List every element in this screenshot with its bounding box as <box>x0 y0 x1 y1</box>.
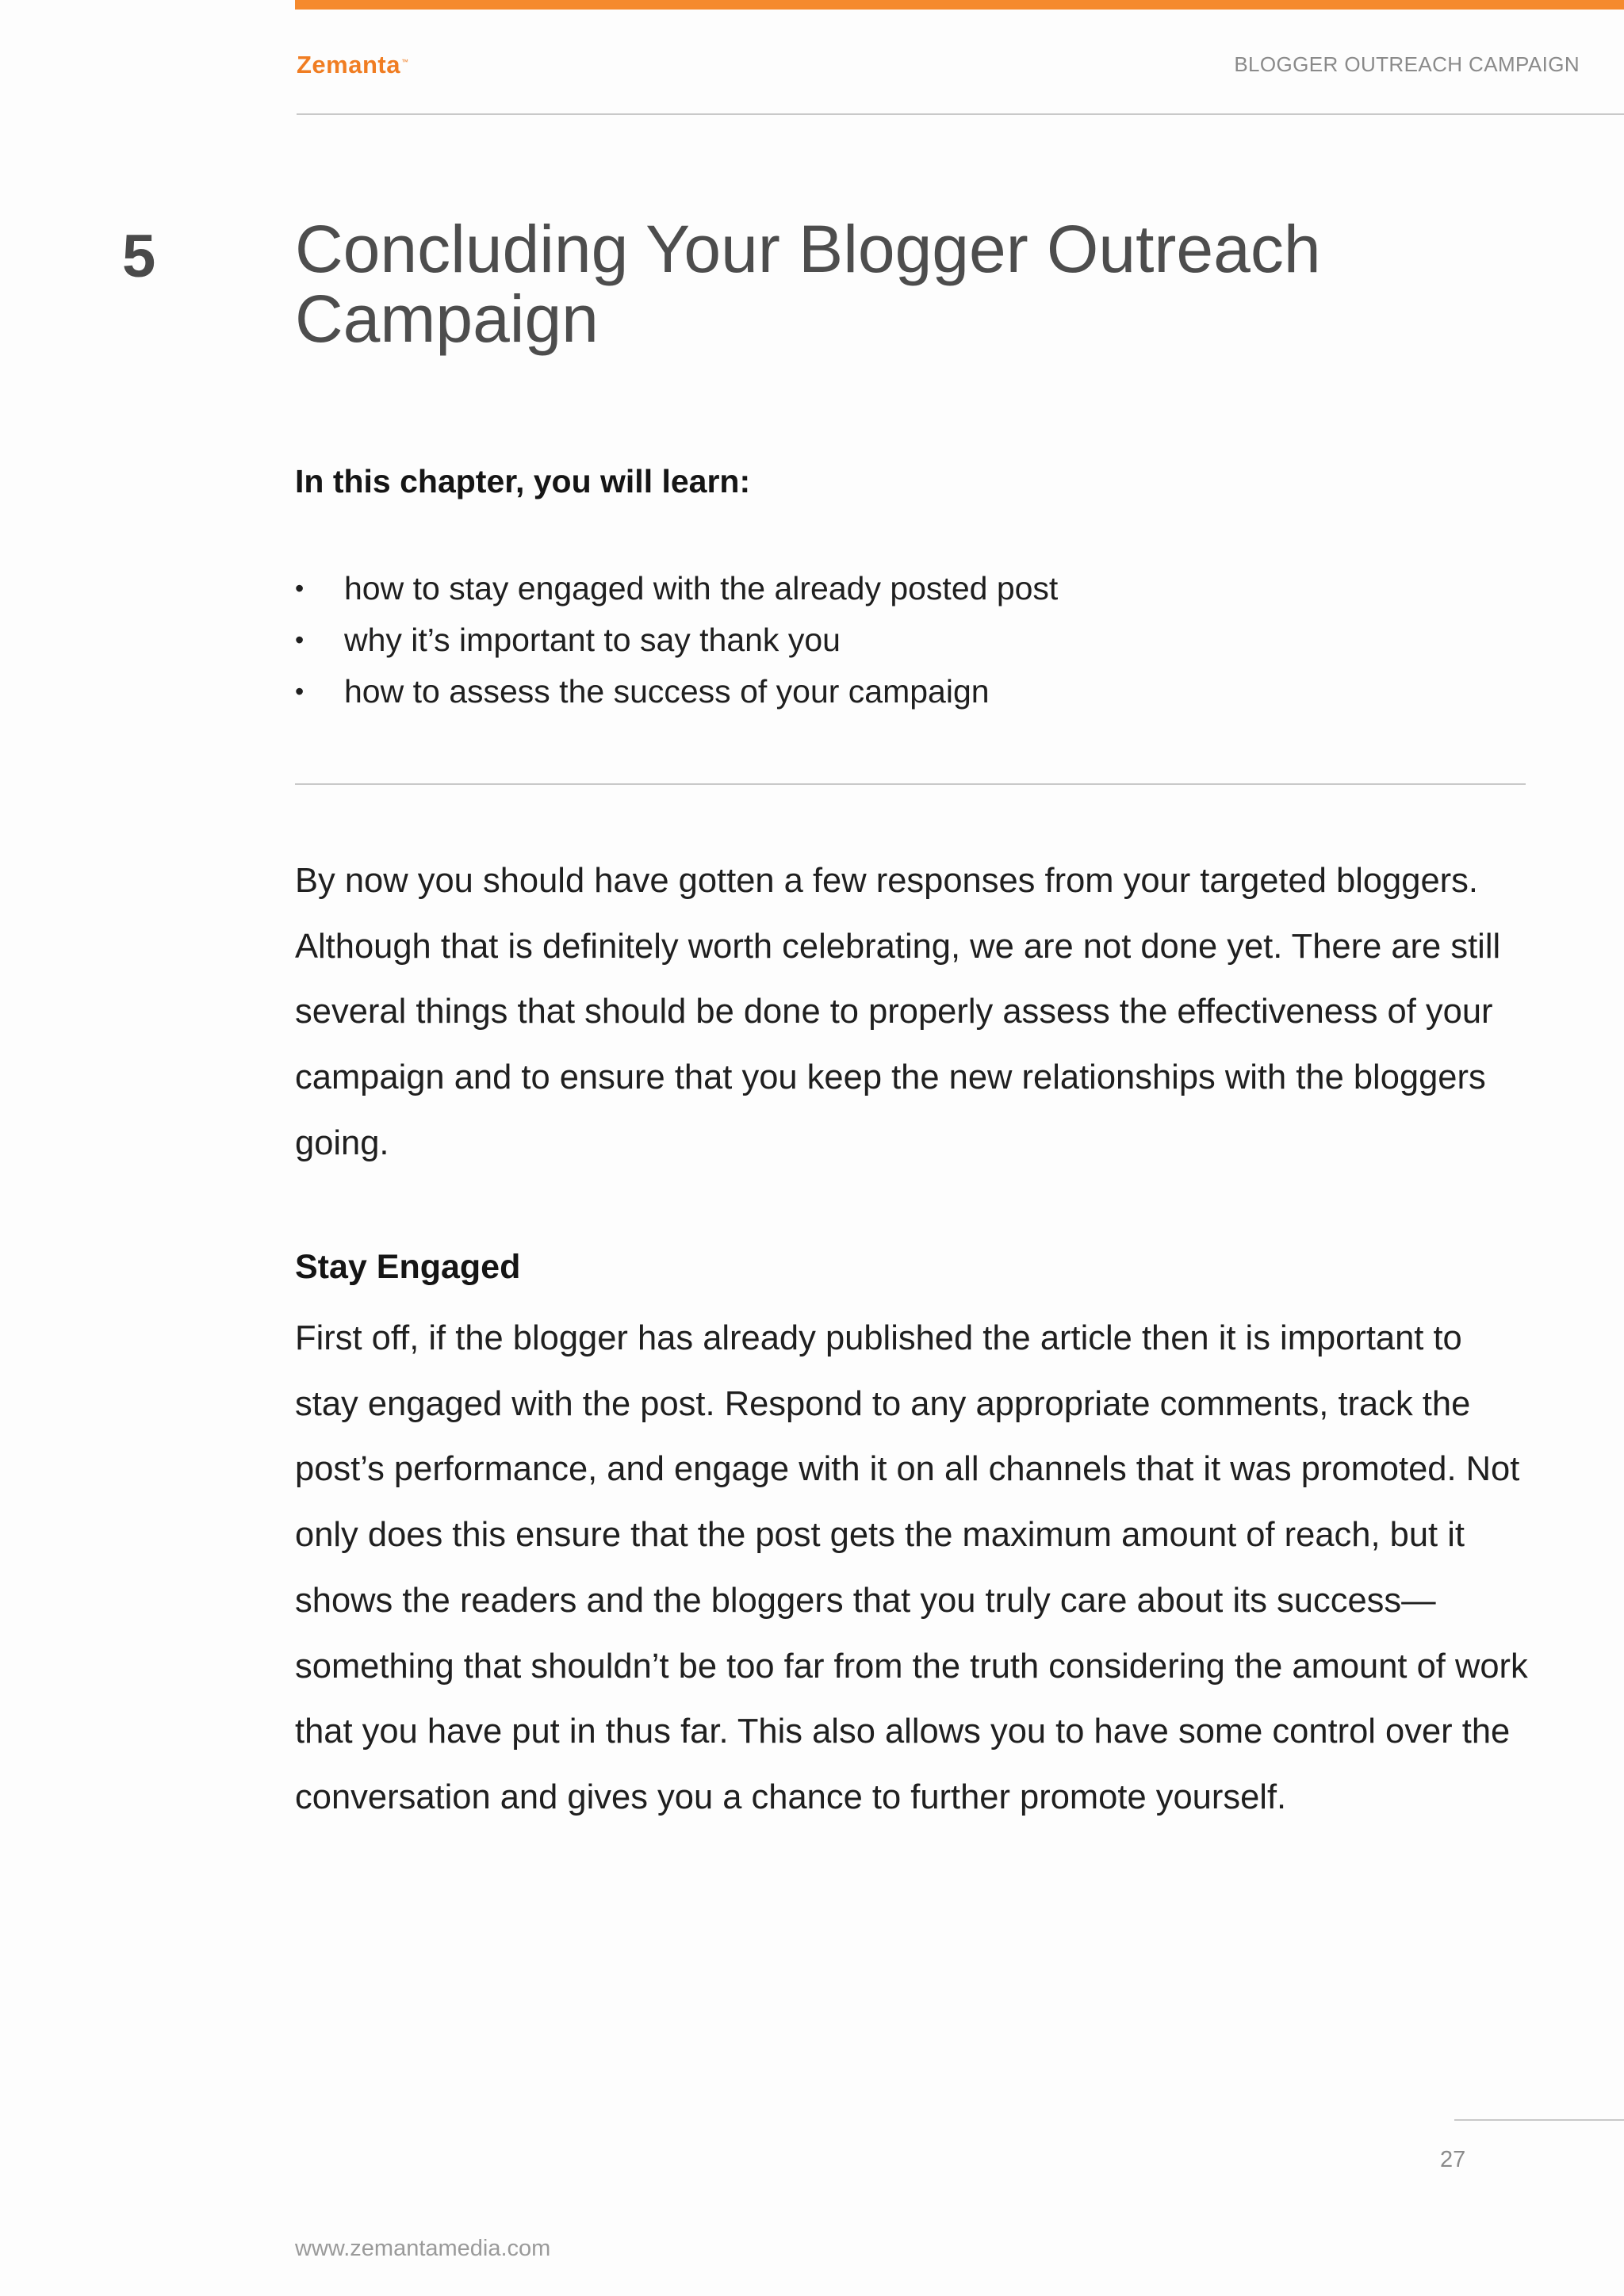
logo-text: Zemanta <box>297 51 400 78</box>
footer-divider <box>1454 2119 1624 2121</box>
learn-list-item <box>295 566 1058 618</box>
header-divider <box>297 113 1624 115</box>
learn-list-item <box>295 669 1058 721</box>
stay-engaged-heading: Stay Engaged <box>295 1248 521 1286</box>
bullet-icon: • <box>295 677 304 706</box>
bullet-icon: • <box>295 626 304 654</box>
trademark-mark: ™ <box>400 57 409 66</box>
learn-item-text: why it’s important to say thank you <box>344 622 841 658</box>
bullet-icon: • <box>295 574 304 603</box>
header-campaign-title: BLOGGER OUTREACH CAMPAIGN <box>1234 52 1580 76</box>
learn-heading: In this chapter, you will learn: <box>295 463 751 499</box>
zemanta-logo <box>297 51 408 79</box>
learn-list <box>295 566 1058 721</box>
page-number: 27 <box>1440 2147 1466 2172</box>
learn-item-text: how to assess the success of your campaign <box>344 673 990 710</box>
stay-engaged-paragraph: First off, if the blogger has already published the article then it is important to stay engaged with the post. Respond to any appropriate comments, track the post’s performance, and engage with it on all channels that it was promoted. Not only does this ensure that the post gets the maximum amount of reach, but it shows the readers and the bloggers that you truly care about its success—something that shouldn’t be too far from the truth considering the amount of work that you have put in thus far. This also allows you to have some control over the conversation and gives you a chance to further promote yourself. <box>295 1319 1528 1816</box>
top-accent-bar <box>295 0 1624 10</box>
footer-url: www.zemantamedia.com <box>295 2236 551 2261</box>
chapter-number: 5 <box>122 223 156 290</box>
intro-paragraph: By now you should have gotten a few responses from your targeted bloggers. Although that is definitely worth celebrating, we are not done yet. There are still several things that should be done to properly assess the effectiveness of your campaign and to ensure that you keep the new relationships with the bloggers going. <box>295 862 1501 1162</box>
section-divider <box>295 783 1526 785</box>
learn-item-text: how to stay engaged with the already posted post <box>344 570 1059 607</box>
chapter-title: Concluding Your Blogger Outreach Campaign <box>295 212 1321 356</box>
learn-list-item <box>295 618 1058 669</box>
